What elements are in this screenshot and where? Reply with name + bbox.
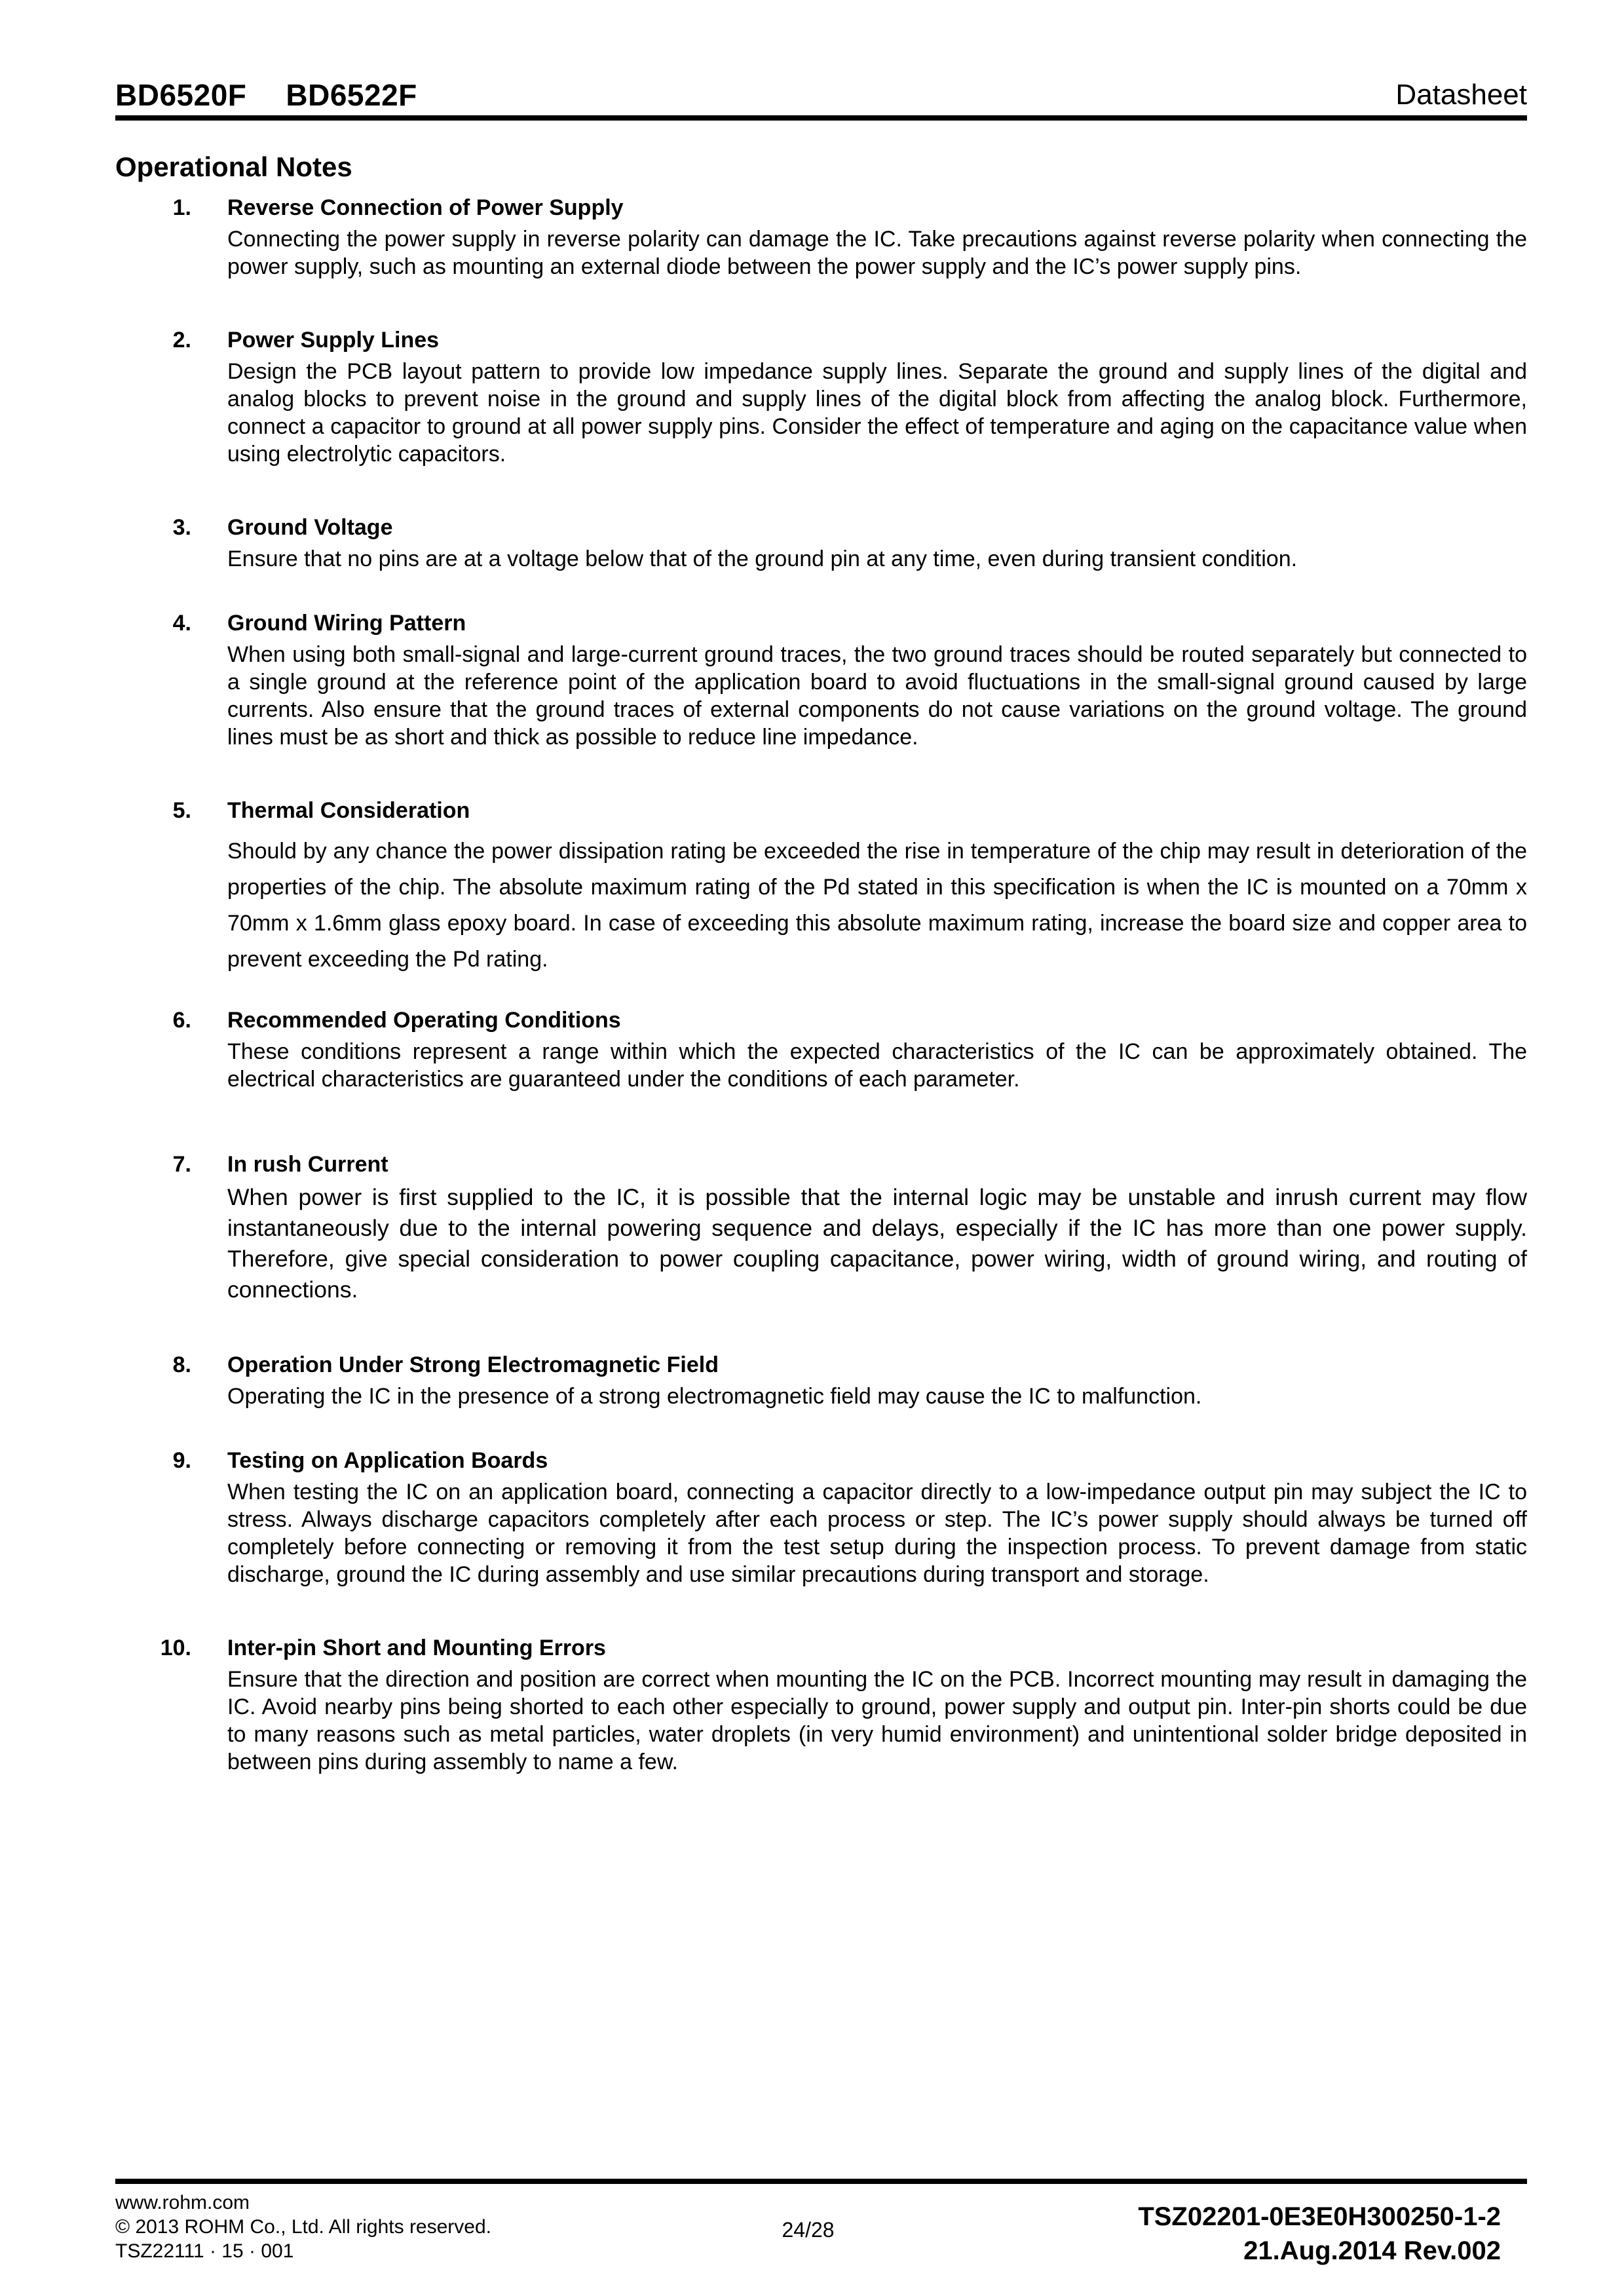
- footer-url: www.rohm.com: [115, 2192, 250, 2213]
- note-number: 10.: [160, 1636, 191, 1660]
- note-title: Recommended Operating Conditions: [227, 1008, 621, 1033]
- note-content: [227, 1447, 1527, 1588]
- footer-tsz-number: TSZ02201-0E3E0H300250-1-2: [1138, 2202, 1501, 2231]
- note-body: Operating the IC in the presence of a strong electromagnetic field may cause the IC to malfunction.: [227, 1384, 1202, 1409]
- note-content: [227, 326, 1527, 468]
- note-body: When using both small-signal and large-current ground traces, the two ground traces should be routed separately but connected to a single ground at the reference point of the application board to avoid fluctuations in the small-signal ground caused by large currents. Also ensure that the ground traces of external components do not cause variations on the ground voltage. The ground lines must be as short and thick as possible to reduce line impedance.: [227, 642, 1527, 750]
- note-item-3: [115, 514, 1527, 573]
- note-content: [227, 514, 1527, 573]
- note-title: Power Supply Lines: [227, 328, 440, 353]
- note-title: Inter-pin Short and Mounting Errors: [227, 1636, 606, 1660]
- footer-page-number: 24/28: [782, 2218, 835, 2242]
- part-numbers: [115, 77, 417, 113]
- note-content: [227, 194, 1527, 280]
- note-number: 1.: [172, 195, 191, 220]
- note-body: Design the PCB layout pattern to provide low impedance supply lines. Separate the ground and supply lines of the digital and analog blocks to prevent noise in the ground and supply lines of the digital block from affecting the analog block. Furthermore, connect a capacitor to ground at all power supply pins. Consider the effect of temperature and aging on the capacitance value when using electrolytic capacitors.: [227, 359, 1527, 467]
- note-content: [227, 1351, 1527, 1410]
- note-content: [227, 1634, 1527, 1776]
- footer-copyright: © 2013 ROHM Co., Ltd. All rights reserved.: [115, 2216, 491, 2238]
- note-item-2: [115, 326, 1527, 468]
- note-title: Testing on Application Boards: [227, 1448, 548, 1473]
- note-item-6: [115, 1006, 1527, 1093]
- footer-rule: [115, 2179, 1527, 2184]
- note-content: [227, 1151, 1527, 1305]
- note-item-5: [115, 797, 1527, 978]
- note-content: [227, 609, 1527, 751]
- doc-type-label: Datasheet: [1395, 79, 1527, 111]
- section-title: Operational Notes: [115, 151, 352, 182]
- page-footer: [115, 2179, 1527, 2268]
- note-item-4: [115, 609, 1527, 751]
- note-content: [227, 1006, 1527, 1093]
- note-item-10: [115, 1634, 1527, 1776]
- note-number: 2.: [172, 328, 191, 353]
- header-rule: [115, 115, 1527, 121]
- note-number: 7.: [172, 1152, 191, 1177]
- note-title: Ground Voltage: [227, 515, 393, 540]
- note-content: [227, 797, 1527, 978]
- note-number: 4.: [172, 611, 191, 636]
- note-body: When testing the IC on an application board, connecting a capacitor directly to a low-impedance output pin may subject the IC to stress. Always discharge capacitors completely after each process or step. The IC’s power supply should always be turned off completely before connecting or removing it from the test setup during the inspection process. To prevent damage from static discharge, ground the IC during assembly and use similar precautions during transport and storage.: [227, 1480, 1527, 1587]
- note-number: 9.: [172, 1448, 191, 1473]
- footer-columns: [115, 2191, 1527, 2268]
- footer-left: [115, 2191, 782, 2263]
- note-body: When power is first supplied to the IC, it is possible that the internal logic may be unstable and inrush current may flow instantaneously due to the internal powering sequence and delays, especially if the IC has more than one power supply. Therefore, give special consideration to power coupling capacitance, power wiring, width of ground wiring, and routing of connections.: [227, 1184, 1527, 1303]
- footer-right: [835, 2200, 1527, 2268]
- notes-list: [115, 194, 1527, 1776]
- note-body: Ensure that the direction and position are correct when mounting the IC on the PCB. Incorrect mounting may result in damaging the IC. Avoid nearby pins being shorted to each other especially to ground, power supply and output pin. Inter-pin shorts could be due to many reasons such as metal particles, water droplets (in very humid environment) and unintentional solder bridge deposited in between pins during assembly to name a few.: [227, 1667, 1527, 1774]
- note-number: 5.: [172, 798, 191, 823]
- note-body: Ensure that no pins are at a voltage below that of the ground pin at any time, even during transient condition.: [227, 546, 1298, 571]
- note-body: These conditions represent a range within which the expected characteristics of the IC can be approximately obtained. The electrical characteristics are guaranteed under the conditions of each parameter.: [227, 1039, 1527, 1092]
- note-item-1: [115, 194, 1527, 280]
- note-body: Should by any chance the power dissipation rating be exceeded the rise in temperature of the chip may result in deterioration of the properties of the chip. The absolute maximum rating of the Pd stated in this specification is when the IC is mounted on a 70mm x 70mm x 1.6mm glass epoxy board. In case of exceeding this absolute maximum rating, increase the board size and copper area to prevent exceeding the Pd rating.: [227, 839, 1527, 972]
- note-item-8: [115, 1351, 1527, 1410]
- part-number-1: BD6520F: [115, 78, 247, 112]
- footer-revision: 21.Aug.2014 Rev.002: [1243, 2236, 1501, 2265]
- footer-doc-code: TSZ22111 · 15 · 001: [115, 2240, 294, 2262]
- note-title: Ground Wiring Pattern: [227, 611, 466, 636]
- note-title: Operation Under Strong Electromagnetic Field: [227, 1352, 719, 1377]
- note-title: Thermal Consideration: [227, 798, 470, 823]
- note-item-9: [115, 1447, 1527, 1588]
- note-title: Reverse Connection of Power Supply: [227, 195, 624, 220]
- note-number: 3.: [172, 515, 191, 540]
- note-number: 8.: [172, 1352, 191, 1377]
- note-number: 6.: [172, 1008, 191, 1033]
- part-number-2: BD6522F: [286, 78, 417, 112]
- note-title: In rush Current: [227, 1152, 388, 1177]
- page-header: [115, 77, 1527, 113]
- note-item-7: [115, 1151, 1527, 1305]
- note-body: Connecting the power supply in reverse polarity can damage the IC. Take precautions against reverse polarity when connecting the power supply, such as mounting an external diode between the power supply and the IC’s power supply pins.: [227, 227, 1527, 279]
